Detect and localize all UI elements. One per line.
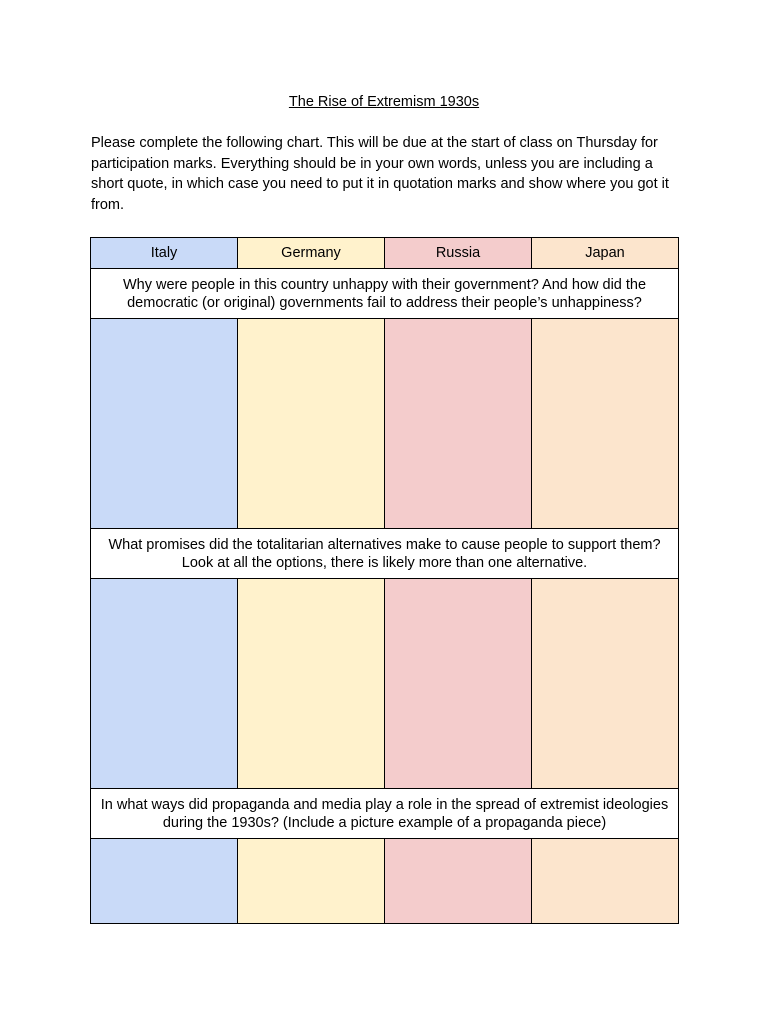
question-2: What promises did the totalitarian alternatives make to cause people to support them? Look at all the options, there is likely more than one alternative. (91, 529, 679, 579)
question-row (91, 529, 679, 579)
question-row (91, 789, 679, 839)
answer-cell-russia[interactable] (385, 579, 532, 789)
rise-of-extremism-chart (90, 237, 679, 924)
answer-cell-germany[interactable] (238, 579, 385, 789)
column-header-germany: Germany (238, 238, 385, 269)
answer-row (91, 839, 679, 924)
column-header-japan: Japan (532, 238, 679, 269)
page-title: The Rise of Extremism 1930s (288, 94, 480, 110)
answer-cell-italy[interactable] (91, 319, 238, 529)
answer-cell-italy[interactable] (91, 839, 238, 924)
question-row (91, 269, 679, 319)
answer-cell-japan[interactable] (532, 319, 679, 529)
answer-cell-russia[interactable] (385, 319, 532, 529)
question-3: In what ways did propaganda and media play a role in the spread of extremist ideologies during the 1930s? (Include a picture example of a propaganda piece) (91, 789, 679, 839)
instructions-paragraph: Please complete the following chart. This will be due at the start of class on Thursday for participation marks. Everything should be in your own words, unless you are including a short quote, in which case you need to put it in quotation marks and show where you got it from. (91, 135, 669, 214)
question-1: Why were people in this country unhappy with their government? And how did the democratic (or original) governments fail to address their people’s unhappiness? (91, 269, 679, 319)
answer-cell-germany[interactable] (238, 839, 385, 924)
answer-cell-italy[interactable] (91, 579, 238, 789)
header-row (91, 238, 679, 269)
answer-cell-russia[interactable] (385, 839, 532, 924)
column-header-russia: Russia (385, 238, 532, 269)
answer-cell-japan[interactable] (532, 839, 679, 924)
answer-row (91, 579, 679, 789)
answer-cell-germany[interactable] (238, 319, 385, 529)
column-header-italy: Italy (91, 238, 238, 269)
answer-cell-japan[interactable] (532, 579, 679, 789)
answer-row (91, 319, 679, 529)
